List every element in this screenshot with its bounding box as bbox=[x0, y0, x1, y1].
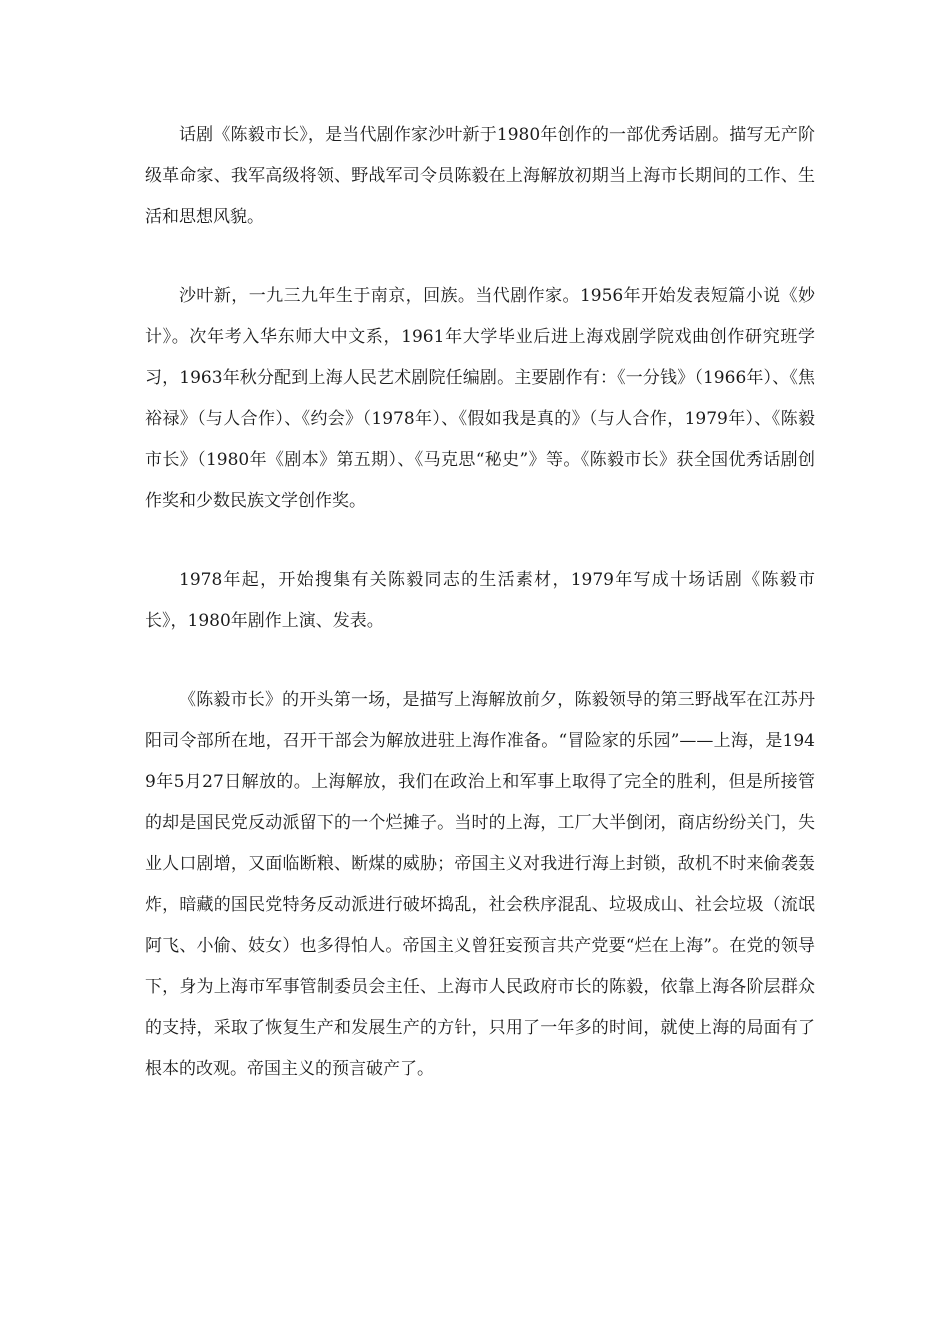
document-body bbox=[145, 115, 815, 1090]
paragraph-intro: 话剧《陈毅市长》，是当代剧作家沙叶新于1980年创作的一部优秀话剧。描写无产阶级革命家、我军高级将领、野战军司令员陈毅在上海解放初期当上海市长期间的工作、生活和思想风貌。 bbox=[145, 125, 815, 227]
paragraph-creation: 1978年起，开始搜集有关陈毅同志的生活素材，1979年写成十场话剧《陈毅市长》，1980年剧作上演、发表。 bbox=[145, 570, 815, 631]
paragraph-first-scene: 《陈毅市长》的开头第一场，是描写上海解放前夕，陈毅领导的第三野战军在江苏丹阳司令部所在地，召开干部会为解放进驻上海作准备。“冒险家的乐园”——上海，是1949年5月27日解放的。上海解放，我们在政治上和军事上取得了完全的胜利，但是所接管的却是国民党反动派留下的一个烂摊子。当时的上海，工厂大半倒闭，商店纷纷关门，失业人口剧增，又面临断粮、断煤的威胁；帝国主义对我进行海上封锁，敌机不时来偷袭轰炸，暗藏的国民党特务反动派进行破坏捣乱，社会秩序混乱、垃圾成山、社会垃圾（流氓阿飞、小偷、妓女）也多得怕人。帝国主义曾狂妄预言共产党要“烂在上海”。在党的领导下，身为上海市军事管制委员会主任、上海市人民政府市长的陈毅，依靠上海各阶层群众的支持，采取了恢复生产和发展生产的方针，只用了一年多的时间，就使上海的局面有了根本的改观。帝国主义的预言破产了。 bbox=[145, 690, 815, 1079]
paragraph-author-bio: 沙叶新，一九三九年生于南京，回族。当代剧作家。1956年开始发表短篇小说《妙计》。次年考入华东师大中文系，1961年大学毕业后进上海戏剧学院戏曲创作研究班学习，1963年秋分配到上海人民艺术剧院任编剧。主要剧作有：《一分钱》（1966年）、《焦裕禄》（与人合作）、《约会》（1978年）、《假如我是真的》（与人合作，1979年）、《陈毅市长》（1980年《剧本》第五期）、《马克思“秘史”》等。《陈毅市长》获全国优秀话剧创作奖和少数民族文学创作奖。 bbox=[145, 286, 815, 511]
